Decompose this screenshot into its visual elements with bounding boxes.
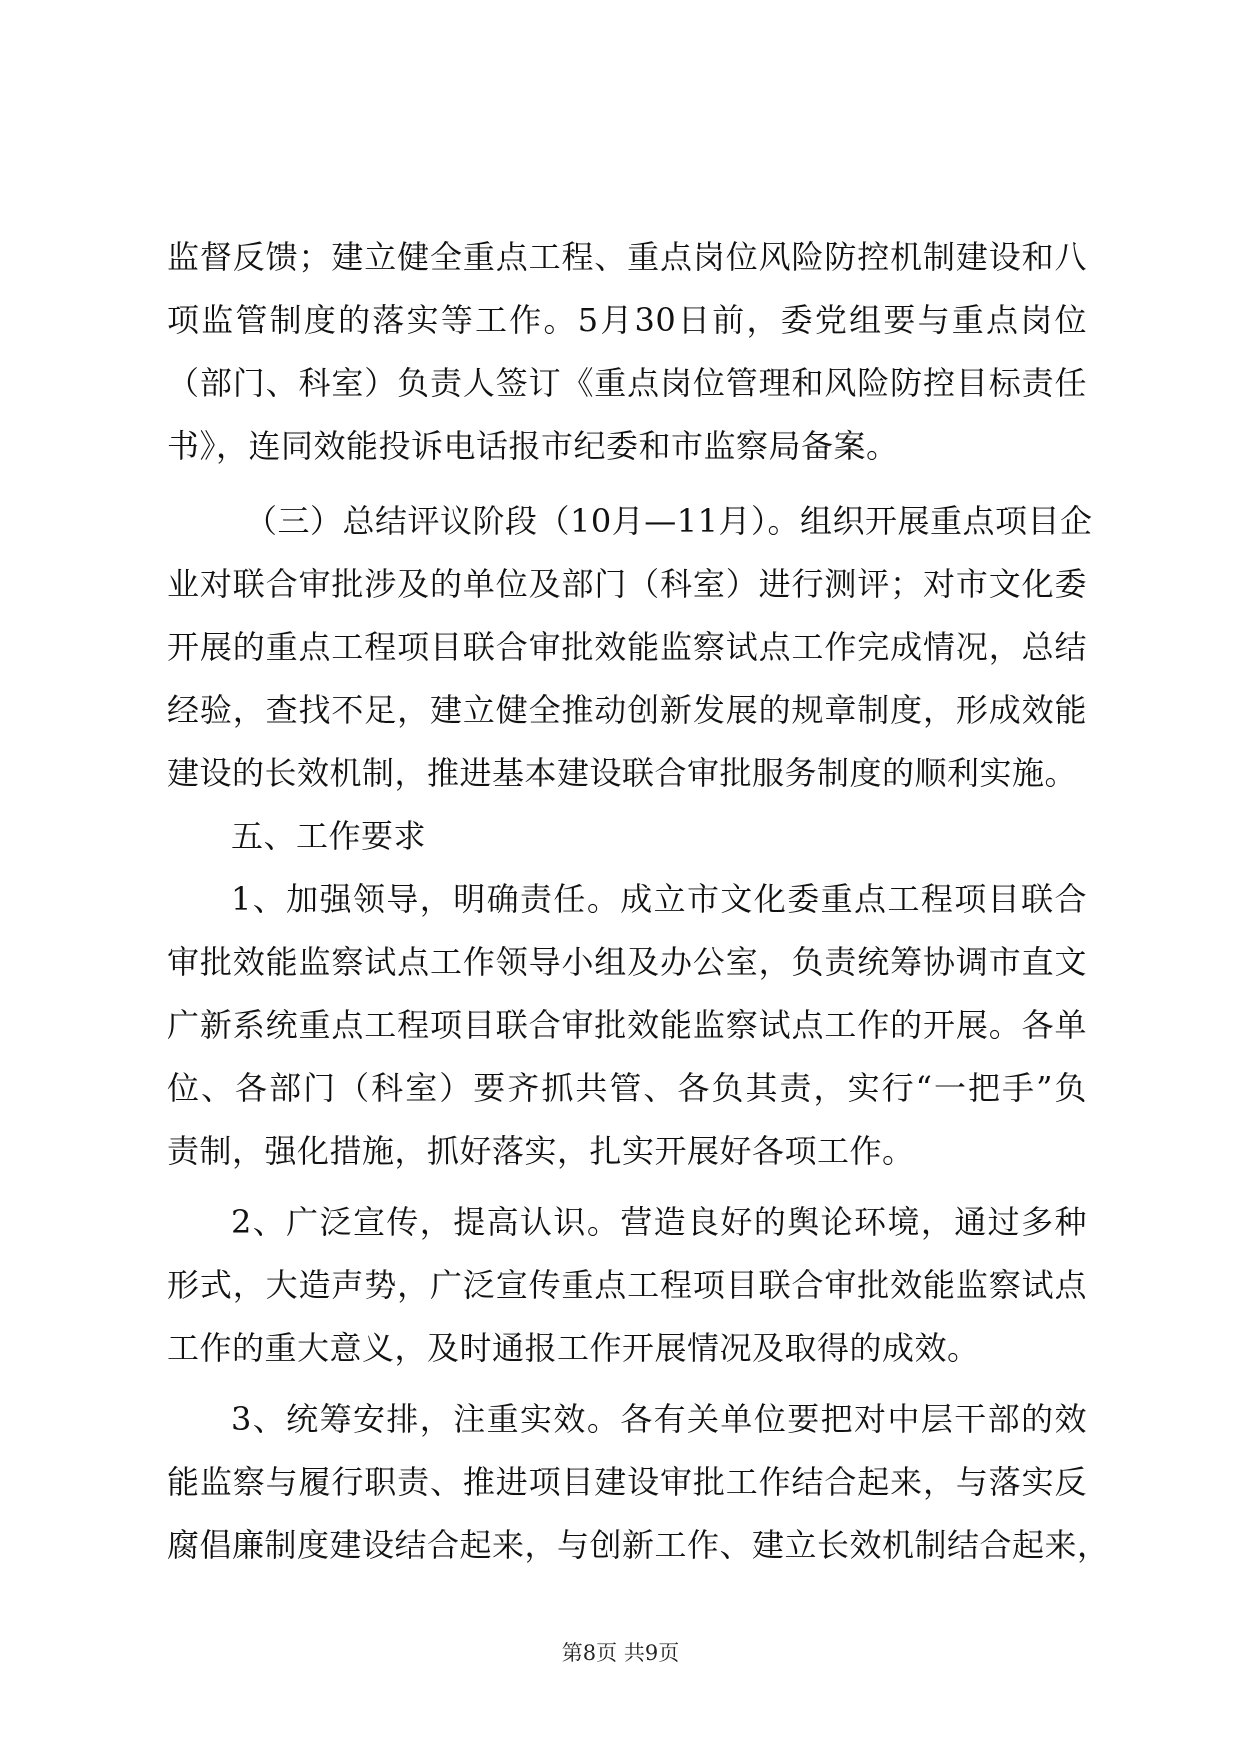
paragraph: [167, 226, 1087, 478]
text-line: 五、工作要求: [231, 817, 427, 855]
paragraph: [167, 868, 1087, 1183]
paragraph-gap: [167, 1380, 1087, 1388]
document-body: [167, 226, 1110, 1577]
paragraph: [167, 490, 1093, 805]
text-line: 书》，连同效能投诉电话报市纪委和市监察局备案。: [167, 427, 899, 465]
text-line: 工作的重大意义，及时通报工作开展情况及取得的成效。: [167, 1329, 980, 1367]
text-line: 能监察与履行职责、推进项目建设审批工作结合起来，与落实反: [167, 1463, 1087, 1501]
paragraph-gap: [167, 478, 1087, 490]
paragraph: [167, 1388, 1110, 1577]
text-line: 位、各部门（科室）要齐抓共管、各负其责，实行“一把手”负: [167, 1069, 1087, 1107]
text-line: 经验，查找不足，建立健全推动创新发展的规章制度，形成效能: [167, 691, 1087, 729]
text-line: 2、广泛宣传，提高认识。营造良好的舆论环境，通过多种: [231, 1203, 1087, 1241]
text-line: 形式，大造声势，广泛宣传重点工程项目联合审批效能监察试点: [167, 1266, 1087, 1304]
text-line: 腐倡廉制度建设结合起来，与创新工作、建立长效机制结合起来，: [167, 1526, 1110, 1564]
paragraph: [167, 805, 1087, 868]
text-line: 审批效能监察试点工作领导小组及办公室，负责统筹协调市直文: [167, 943, 1087, 981]
text-line: 业对联合审批涉及的单位及部门（科室）进行测评；对市文化委: [167, 565, 1087, 603]
paragraph-gap: [167, 1183, 1087, 1191]
text-line: 建设的长效机制，推进基本建设联合审批服务制度的顺利实施。: [167, 754, 1078, 792]
paragraph: [167, 1191, 1087, 1380]
text-line: （部门、科室）负责人签订《重点岗位管理和风险防控目标责任: [167, 364, 1087, 402]
text-line: 监督反馈；建立健全重点工程、重点岗位风险防控机制建设和八: [167, 238, 1087, 276]
text-line: 1、加强领导，明确责任。成立市文化委重点工程项目联合: [231, 880, 1087, 918]
text-line: 开展的重点工程项目联合审批效能监察试点工作完成情况，总结: [167, 628, 1087, 666]
text-line: 广新系统重点工程项目联合审批效能监察试点工作的开展。各单: [167, 1006, 1087, 1044]
text-line: 项监管制度的落实等工作。5月30日前，委党组要与重点岗位: [167, 301, 1087, 339]
text-line: （三）总结评议阶段（10月—11月）。组织开展重点项目企: [245, 502, 1093, 540]
page-footer: 第8页 共9页: [561, 1641, 680, 1665]
text-line: 3、统筹安排，注重实效。各有关单位要把对中层干部的效: [231, 1400, 1087, 1438]
text-line: 责制，强化措施，抓好落实，扎实开展好各项工作。: [167, 1132, 915, 1170]
